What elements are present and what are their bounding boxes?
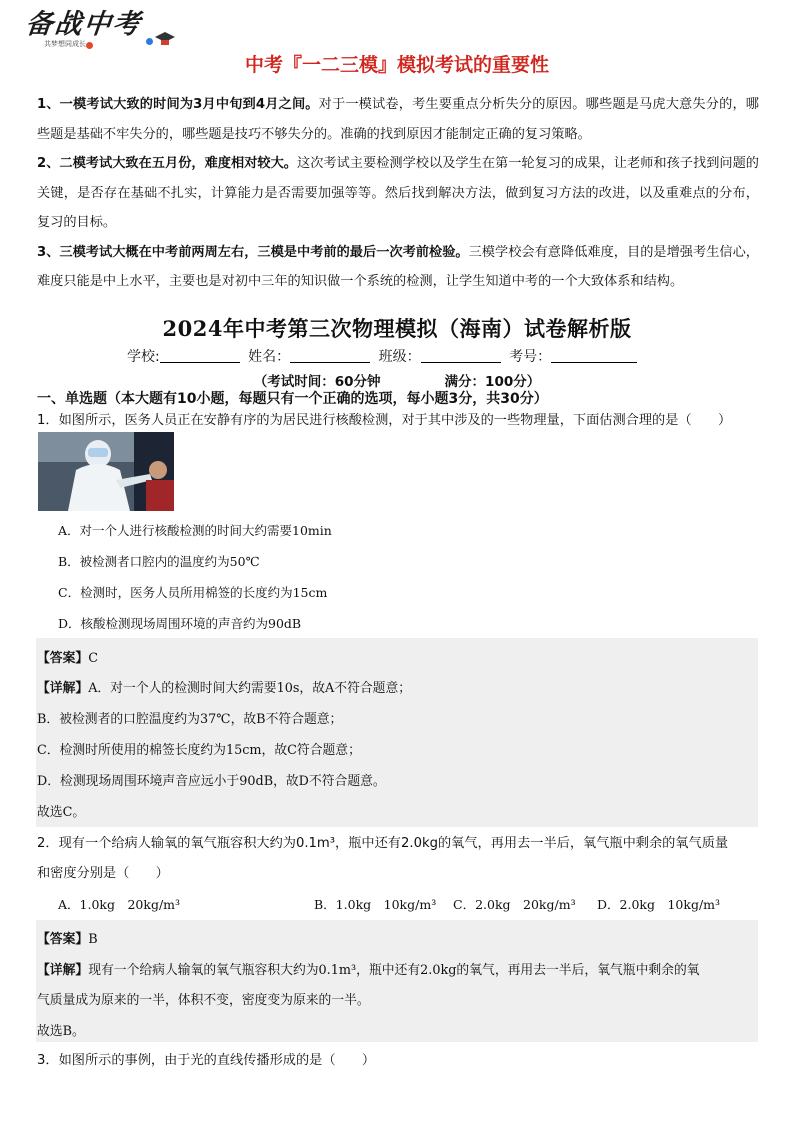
- answer-value: C: [88, 651, 98, 666]
- exam-score: 满分：100分）: [444, 374, 541, 390]
- q2-conclusion: 故选B。: [37, 1024, 85, 1039]
- class-field[interactable]: [421, 348, 501, 363]
- q3-stem: 3．如图所示的事例，由于光的直线传播形成的是（ ）: [37, 1053, 376, 1068]
- intro-text: 这次考试主要检测学校以及学生在第一轮复习的成果，让老师和孩子找到问题的关键，是否存在基础不扎实，计算能力是否需要加强等等。然后找到解决方法，做到复习方法的改进，以及重难点的分布，复习的目标。: [37, 156, 759, 230]
- name-label: 姓名：: [248, 349, 291, 365]
- logo-subtitle: 共梦想同成长: [44, 40, 86, 48]
- logo: [26, 2, 176, 54]
- covid-test-photo: [38, 432, 174, 511]
- answer-label: 【答案】: [37, 932, 89, 947]
- school-field[interactable]: [160, 348, 240, 363]
- q1-detail-line: B．被检测者的口腔温度约为37℃，故B不符合题意；: [37, 712, 343, 727]
- q1-conclusion: 故选C。: [37, 805, 86, 820]
- photo-illustration: [38, 432, 174, 511]
- q1-option-d: D．核酸检测现场周围环境的声音约为90dB: [58, 616, 302, 631]
- intro-paragraphs: [37, 90, 759, 297]
- q1-answer-block: [36, 638, 758, 827]
- graduation-logo-icon: [154, 30, 176, 48]
- detail-line: 现有一个给病人输氧的氧气瓶容积大约为0.1m³，瓶中还有2.0kg的氧气，再用去一半后，氧气瓶中剩余的氧: [88, 963, 700, 978]
- answer-value: B: [88, 932, 98, 947]
- logo-dot-icon: [146, 38, 153, 45]
- q2-option-d: D．2.0kg 10kg/m³: [597, 897, 721, 912]
- q1-option-c: C．检测时，医务人员所用棉签的长度约为15cm: [58, 585, 328, 600]
- class-label: 班级：: [378, 349, 421, 365]
- q2-option-a: A．1.0kg 20kg/m³: [58, 897, 181, 912]
- q2-option-c: C．2.0kg 20kg/m³: [453, 897, 576, 912]
- q2-answer-block: [36, 920, 758, 1042]
- q2-stem-line: 和密度分别是（ ）: [37, 865, 169, 881]
- detail-line: A．对一个人的检测时间大约需要10s，故A不符合题意；: [88, 681, 412, 696]
- q1-option-b: B．被检测者口腔内的温度约为50℃: [58, 554, 260, 569]
- exam-title: 2024年中考第三次物理模拟（海南）试卷解析版: [162, 316, 632, 341]
- banner-title: 中考『一二三模』模拟考试的重要性: [244, 54, 549, 76]
- number-label: 考号：: [509, 349, 552, 365]
- school-label: 学校:: [127, 349, 160, 365]
- intro-bold: 3、三模考试大概在中考前两周左右，三模是中考前的最后一次考前检验。: [37, 244, 469, 260]
- name-field[interactable]: [290, 348, 370, 363]
- student-info-row: [127, 346, 637, 366]
- logo-dot-icon: [86, 42, 93, 49]
- q2-stem: [37, 829, 759, 888]
- q2-option-b: B．1.0kg 10kg/m³: [314, 897, 437, 912]
- q2-answer: [37, 928, 98, 947]
- intro-paragraph: [37, 149, 759, 238]
- section-title: 一、单选题（本大题有10小题，每题只有一个正确的选项，每小题3分，共30分）: [37, 391, 548, 407]
- q1-option-a: A．对一个人进行核酸检测的时间大约需要10min: [58, 523, 332, 538]
- q1-detail: [37, 677, 411, 696]
- intro-bold: 1、一模考试大致的时间为3月中旬到4月之间。: [37, 97, 319, 112]
- q1-detail-line: C．检测时所使用的棉签长度约为15cm，故C符合题意；: [37, 743, 361, 758]
- intro-text: 对于一模试卷，考生要重点分析失分的原因。哪些题是马虎大意失分的，哪些题是基础不牢失分的，哪些题是技巧不够失分的。准确的找到原因才能制定正确的复习策略。: [37, 97, 759, 142]
- detail-label: 【详解】: [37, 963, 89, 978]
- q2-detail: [37, 959, 700, 978]
- exam-time: （考试时间：60分钟: [253, 374, 381, 390]
- exam-time-row: [0, 370, 794, 390]
- number-field[interactable]: [551, 348, 637, 363]
- q1-detail-line: D．检测现场周围环境声音应远小于90dB，故D不符合题意。: [37, 774, 386, 789]
- intro-text: 三模学校会有意降低难度，目的是增强考生信心，难度只能是中上水平，主要也是对初中三年的知识做一个系统的检测，让学生知道中考的一个大致体系和结构。: [37, 244, 759, 289]
- q2-detail-line: 气质量成为原来的一半，体积不变，密度变为原来的一半。: [37, 993, 370, 1008]
- intro-bold: 2、二模考试大致在五月份，难度相对较大。: [37, 156, 297, 171]
- intro-paragraph: [37, 90, 759, 149]
- detail-label: 【详解】: [37, 681, 89, 696]
- q1-stem: 1．如图所示，医务人员正在安静有序的为居民进行核酸检测，对于其中涉及的一些物理量，下面估测合理的是（ ）: [37, 413, 732, 428]
- answer-label: 【答案】: [37, 651, 89, 666]
- q1-answer: [37, 647, 98, 666]
- intro-paragraph: [37, 238, 759, 297]
- q2-stem-line: 2．现有一个给病人输氧的氧气瓶容积大约为0.1m³，瓶中还有2.0kg的氧气，再用去一半后，氧气瓶中剩余的氧气质量: [37, 836, 729, 851]
- logo-text: 备战中考: [24, 9, 144, 40]
